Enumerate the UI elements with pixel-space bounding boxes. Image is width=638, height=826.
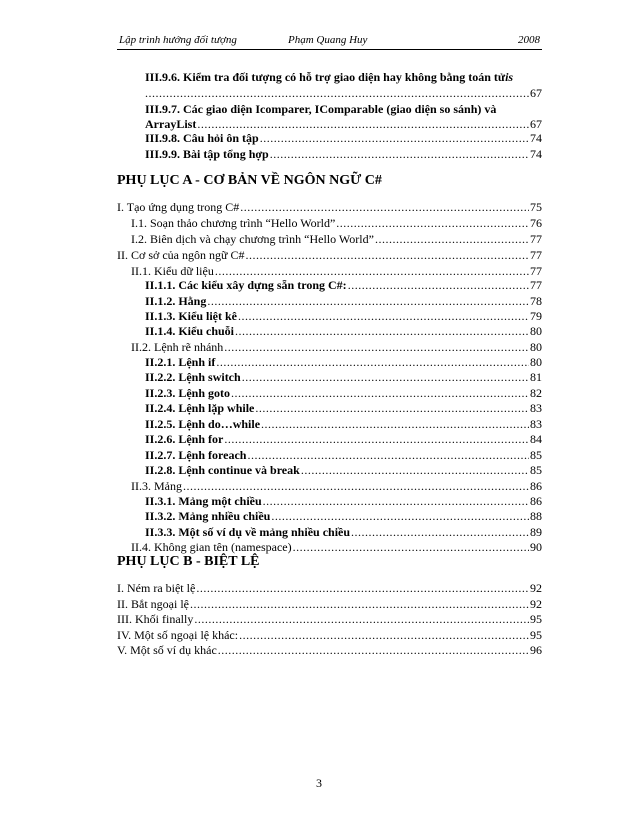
- dot-leader: [270, 146, 529, 162]
- appendix-b-heading[interactable]: PHỤ LỤC B - BIỆT LỆ: [117, 554, 260, 569]
- dot-leader: [235, 323, 529, 339]
- appendix-a-heading[interactable]: PHỤ LỤC A - CƠ BẢN VỀ NGÔN NGỮ C#: [117, 173, 382, 188]
- toc-entry-text: ArrayList: [145, 117, 197, 131]
- toc-page-number: 96: [530, 643, 542, 657]
- toc-entry[interactable]: [117, 580, 542, 596]
- toc-page-number: 83: [530, 401, 542, 415]
- toc-entry-text: III.9.9. Bài tập tổng hợp: [145, 147, 269, 161]
- dot-leader: [271, 508, 529, 524]
- dot-leader: [351, 524, 529, 540]
- toc-entry-iii-9-6-leader[interactable]: [145, 85, 542, 101]
- toc-page-number: 95: [530, 612, 542, 626]
- toc-entry-text: II.2.4. Lệnh lặp while: [145, 401, 255, 415]
- toc-page-number: 80: [530, 324, 542, 338]
- toc-entry-text: II.3.2. Mảng nhiều chiều: [145, 509, 271, 523]
- toc-entry-text: II.2.8. Lệnh continue và break: [145, 463, 300, 477]
- toc-entry[interactable]: [117, 247, 542, 263]
- toc-entry-text: II.2.2. Lệnh switch: [145, 370, 241, 384]
- toc-entry-iii-9-6[interactable]: [145, 69, 542, 85]
- toc-page-number: 85: [530, 463, 542, 477]
- toc-page-number: 82: [530, 386, 542, 400]
- toc-entry-text: II.1.3. Kiểu liệt kê: [145, 309, 237, 323]
- toc-entry[interactable]: [131, 478, 542, 494]
- toc-entry-text: II. Cơ sở của ngôn ngữ C#: [117, 248, 245, 262]
- toc-entry[interactable]: [145, 400, 542, 416]
- toc-entry-text: II.2. Lệnh rẽ nhánh: [131, 340, 224, 354]
- toc-page-number: 92: [530, 597, 542, 611]
- toc-entry[interactable]: [145, 385, 542, 401]
- toc-page-number: 78: [530, 294, 542, 308]
- dot-leader: [246, 247, 529, 263]
- toc-entry-text: I.2. Biên dịch và chạy chương trình “Hello World”: [131, 232, 374, 246]
- toc-entry-text: I. Ném ra biệt lệ: [117, 581, 196, 595]
- toc-entry-italic: is: [505, 70, 514, 84]
- dot-leader: [260, 130, 529, 146]
- toc-entry-text: II.2.3. Lệnh goto: [145, 386, 231, 400]
- toc-entry-text: II.3.1. Mảng một chiều: [145, 494, 262, 508]
- dot-leader: [231, 385, 529, 401]
- dot-leader: [145, 85, 529, 101]
- dot-leader: [238, 308, 529, 324]
- dot-leader: [247, 447, 529, 463]
- dot-leader: [240, 199, 529, 215]
- toc-page-number: 90: [530, 540, 542, 554]
- toc-entry[interactable]: [117, 642, 542, 658]
- toc-page-number: 86: [530, 494, 542, 508]
- dot-leader: [348, 277, 529, 293]
- dot-leader: [194, 611, 529, 627]
- toc-page-number: 67: [530, 86, 542, 100]
- toc-entry-text: II.3.3. Một số ví dụ về mảng nhiều chiều: [145, 525, 351, 539]
- toc-page-number: 77: [530, 278, 542, 292]
- dot-leader: [239, 627, 529, 643]
- toc-page-number: 92: [530, 581, 542, 595]
- toc-entry-text: II.2.5. Lệnh do…while: [145, 417, 261, 431]
- dot-leader: [261, 416, 529, 432]
- toc-entry[interactable]: [131, 215, 542, 231]
- toc-page-number: 88: [530, 509, 542, 523]
- toc-entry[interactable]: [145, 369, 542, 385]
- toc-entry[interactable]: [145, 447, 542, 463]
- toc-entry[interactable]: [145, 508, 542, 524]
- toc-page-number: 80: [530, 340, 542, 354]
- toc-page-number: 81: [530, 370, 542, 384]
- toc-entry-text: III.9.6. Kiểm tra đối tượng có hỗ trợ giao diện hay không bằng toán tử: [145, 70, 506, 84]
- toc-entry-text: II.3. Mảng: [131, 479, 182, 493]
- running-header: [117, 33, 542, 50]
- toc-page-number: 74: [530, 147, 542, 161]
- toc-entry[interactable]: [145, 323, 542, 339]
- page-number: 3: [316, 776, 322, 790]
- toc-entry[interactable]: [145, 416, 542, 432]
- toc-entry-iii-9-8[interactable]: [145, 130, 542, 146]
- toc-entry[interactable]: [131, 231, 542, 247]
- toc-entry[interactable]: [131, 339, 542, 355]
- dot-leader: [183, 478, 529, 494]
- toc-entry[interactable]: [117, 199, 542, 215]
- toc-entry[interactable]: [145, 308, 542, 324]
- dot-leader: [375, 231, 529, 247]
- toc-page-number: 76: [530, 216, 542, 230]
- dot-leader: [216, 354, 529, 370]
- toc-entry[interactable]: [117, 627, 542, 643]
- toc-entry-text: II.2.6. Lệnh for: [145, 432, 224, 446]
- toc-entry-text: III.9.7. Các giao diện Icomparer, IComparable (giao diện so sánh) và: [145, 102, 497, 116]
- toc-page-number: 75: [530, 200, 542, 214]
- header-title: Lập trình hướng đối tượng: [119, 34, 237, 46]
- dot-leader: [255, 400, 529, 416]
- toc-entry-text: II.1. Kiểu dữ liệu: [131, 264, 214, 278]
- toc-page-number: 95: [530, 628, 542, 642]
- dot-leader: [224, 339, 529, 355]
- toc-page-number: 83: [530, 417, 542, 431]
- toc-page-number: 86: [530, 479, 542, 493]
- toc-entry-text: II.2.1. Lệnh if: [145, 355, 216, 369]
- toc-page-number: 79: [530, 309, 542, 323]
- header-author: Phạm Quang Huy: [288, 34, 368, 46]
- dot-leader: [224, 431, 529, 447]
- toc-page-number: 77: [530, 248, 542, 262]
- toc-page-number: 77: [530, 264, 542, 278]
- toc-entry-iii-9-7[interactable]: [145, 101, 542, 117]
- dot-leader: [190, 596, 529, 612]
- toc-entry-text: I.1. Soạn thảo chương trình “Hello World”: [131, 216, 336, 230]
- toc-page-number: 89: [530, 525, 542, 539]
- toc-entry[interactable]: [131, 539, 542, 555]
- dot-leader: [207, 293, 529, 309]
- toc-page-number: 84: [530, 432, 542, 446]
- toc-entry[interactable]: [117, 611, 542, 627]
- toc-entry-text: II.4. Không gian tên (namespace): [131, 540, 292, 554]
- toc-entry[interactable]: [145, 293, 542, 309]
- toc-entry-text: II. Bắt ngoại lệ: [117, 597, 189, 611]
- dot-leader: [301, 462, 529, 478]
- toc-entry-text: V. Một số ví dụ khác: [117, 643, 217, 657]
- toc-entry[interactable]: [145, 462, 542, 478]
- dot-leader: [336, 215, 529, 231]
- dot-leader: [218, 642, 529, 658]
- toc-page-number: 80: [530, 355, 542, 369]
- toc-entry[interactable]: [145, 493, 542, 509]
- dot-leader: [263, 493, 529, 509]
- header-year: 2008: [518, 34, 540, 46]
- toc-entry[interactable]: [145, 354, 542, 370]
- dot-leader: [293, 539, 529, 555]
- toc-entry[interactable]: [117, 596, 542, 612]
- toc-entry-iii-9-9[interactable]: [145, 146, 542, 162]
- toc-page-number: 74: [530, 131, 542, 145]
- toc-page-number: 77: [530, 232, 542, 246]
- toc-entry[interactable]: [145, 524, 542, 540]
- toc-page-number: 67: [530, 117, 542, 131]
- toc-entry-text: III. Khối finally: [117, 612, 194, 626]
- toc-page-number: 85: [530, 448, 542, 462]
- toc-entry-text: II.1.4. Kiểu chuỗi: [145, 324, 235, 338]
- toc-entry-text: II.1.1. Các kiểu xây dựng sẵn trong C#:: [145, 278, 347, 292]
- toc-entry-text: III.9.8. Câu hỏi ôn tập: [145, 131, 259, 145]
- toc-entry-text: II.2.7. Lệnh foreach: [145, 448, 247, 462]
- toc-entry-text: I. Tạo ứng dụng trong C#: [117, 200, 240, 214]
- toc-entry[interactable]: [145, 277, 542, 293]
- dot-leader: [196, 580, 529, 596]
- toc-entry-text: IV. Một số ngoại lệ khác:: [117, 628, 239, 642]
- dot-leader: [242, 369, 529, 385]
- toc-entry[interactable]: [145, 431, 542, 447]
- toc-entry-text: II.1.2. Hằng: [145, 294, 207, 308]
